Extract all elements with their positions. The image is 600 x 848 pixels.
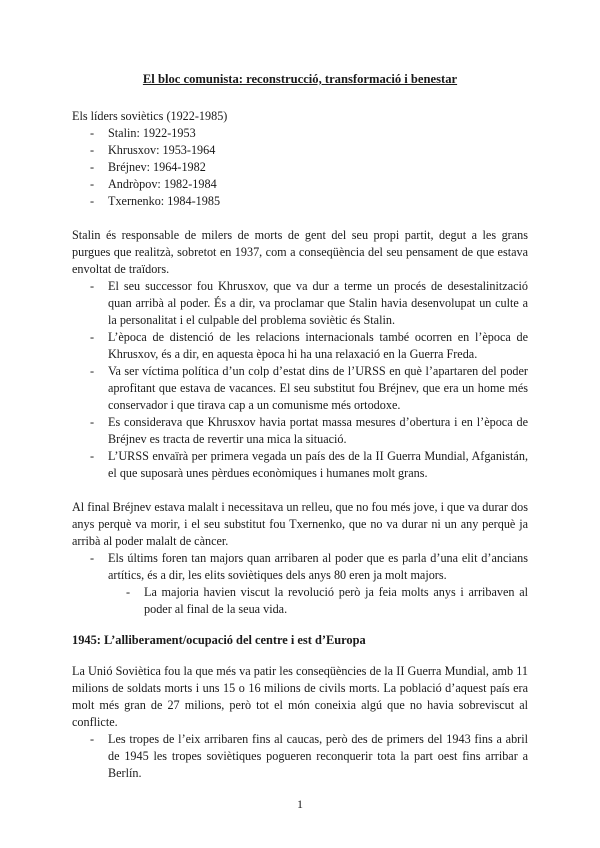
brejnev-paragraph: Al final Bréjnev estava malalt i necessitava un relleu, que no fou més jove, i que va durar dos anys perquè va morir, i el seu substitut fou Txernenko, que no va durar ni un any perquè ja arribà al poder malalt de càncer. xyxy=(72,500,528,548)
list-item: - Les tropes de l’eix arribaren fins al caucas, però des de primers del 1943 fins a abril de 1945 les tropes soviètiques pogueren reconquerir tota la part oest fins arribar a Berlín. xyxy=(72,731,528,782)
page-content xyxy=(72,71,528,782)
list-item: - Els últims foren tan majors quan arribaren al poder que es parla d’una elit d’ancians artítics, és a dir, les elits soviètiques dels anys 80 eren ja molt majors. xyxy=(72,550,528,584)
page-number: 1 xyxy=(297,797,303,811)
section-heading: 1945: L’alliberament/ocupació del centre i est d’Europa xyxy=(72,633,366,647)
brejnev-bullets xyxy=(72,550,528,584)
list-item: - Txernenko: 1984-1985 xyxy=(72,193,528,210)
list-item: - El seu successor fou Khrusxov, que va dur a terme un procés de desestalinització quan arribà al poder. És a dir, va proclamar que Stalin havia desenvolupat un culte a la personalitat i el culpable del problema soviètic és Stalin. xyxy=(72,278,528,329)
brejnev-sub-bullets xyxy=(72,584,528,618)
list-item: - Stalin: 1922-1953 xyxy=(72,125,528,142)
stalin-paragraph: Stalin és responsable de milers de morts de gent del seu propi partit, degut a les grans purgues que realitzà, sobretot en 1937, com a conseqüència del seu pensament de que estava envoltat de traïdors. xyxy=(72,228,528,276)
document-title: El bloc comunista: reconstrucció, transformació i benestar xyxy=(142,72,458,86)
list-item: - Khrusxov: 1953-1964 xyxy=(72,142,528,159)
list-item: - L’URSS envaïrà per primera vegada un país des de la II Guerra Mundial, Afganistán, el que suposarà unes pèrdues econòmiques i humanes molt grans. xyxy=(72,448,528,482)
list-item: - La majoria havien viscut la revolució però ja feia molts anys i arribaven al poder al final de la seua vida. xyxy=(72,584,528,618)
list-item: - Va ser víctima política d’un colp d’estat dins de l’URSS en què l’apartaren del poder aprofitant que estava de vacances. El seu substitut fou Bréjnev, que era un home més conservador i que tirava cap a un comunisme més ortodoxe. xyxy=(72,363,528,414)
section-paragraph: La Unió Soviètica fou la que més va patir les conseqüències de la II Guerra Mundial, amb 11 milions de soldats morts i uns 15 o 16 milions de civils morts. La població d’aquest país era molt més gran de 27 milions, però tot el món coneixia algú que no havia sobreviscut al conflicte. xyxy=(72,664,528,729)
list-item: - Andròpov: 1982-1984 xyxy=(72,176,528,193)
list-item: - Es considerava que Khrusxov havia portat massa mesures d’obertura i en l’època de Bréjnev es tracta de revertir una mica la situació. xyxy=(72,414,528,448)
section-bullets xyxy=(72,731,528,782)
list-item: - L’època de distenció de les relacions internacionals també ocorren en l’època de Khrusxov, és a dir, en aquesta època hi ha una relaxació en la Guerra Freda. xyxy=(72,329,528,363)
leaders-heading: Els líders soviètics (1922-1985) xyxy=(72,109,228,123)
leaders-list xyxy=(72,125,528,210)
stalin-bullets xyxy=(72,278,528,482)
list-item: - Bréjnev: 1964-1982 xyxy=(72,159,528,176)
